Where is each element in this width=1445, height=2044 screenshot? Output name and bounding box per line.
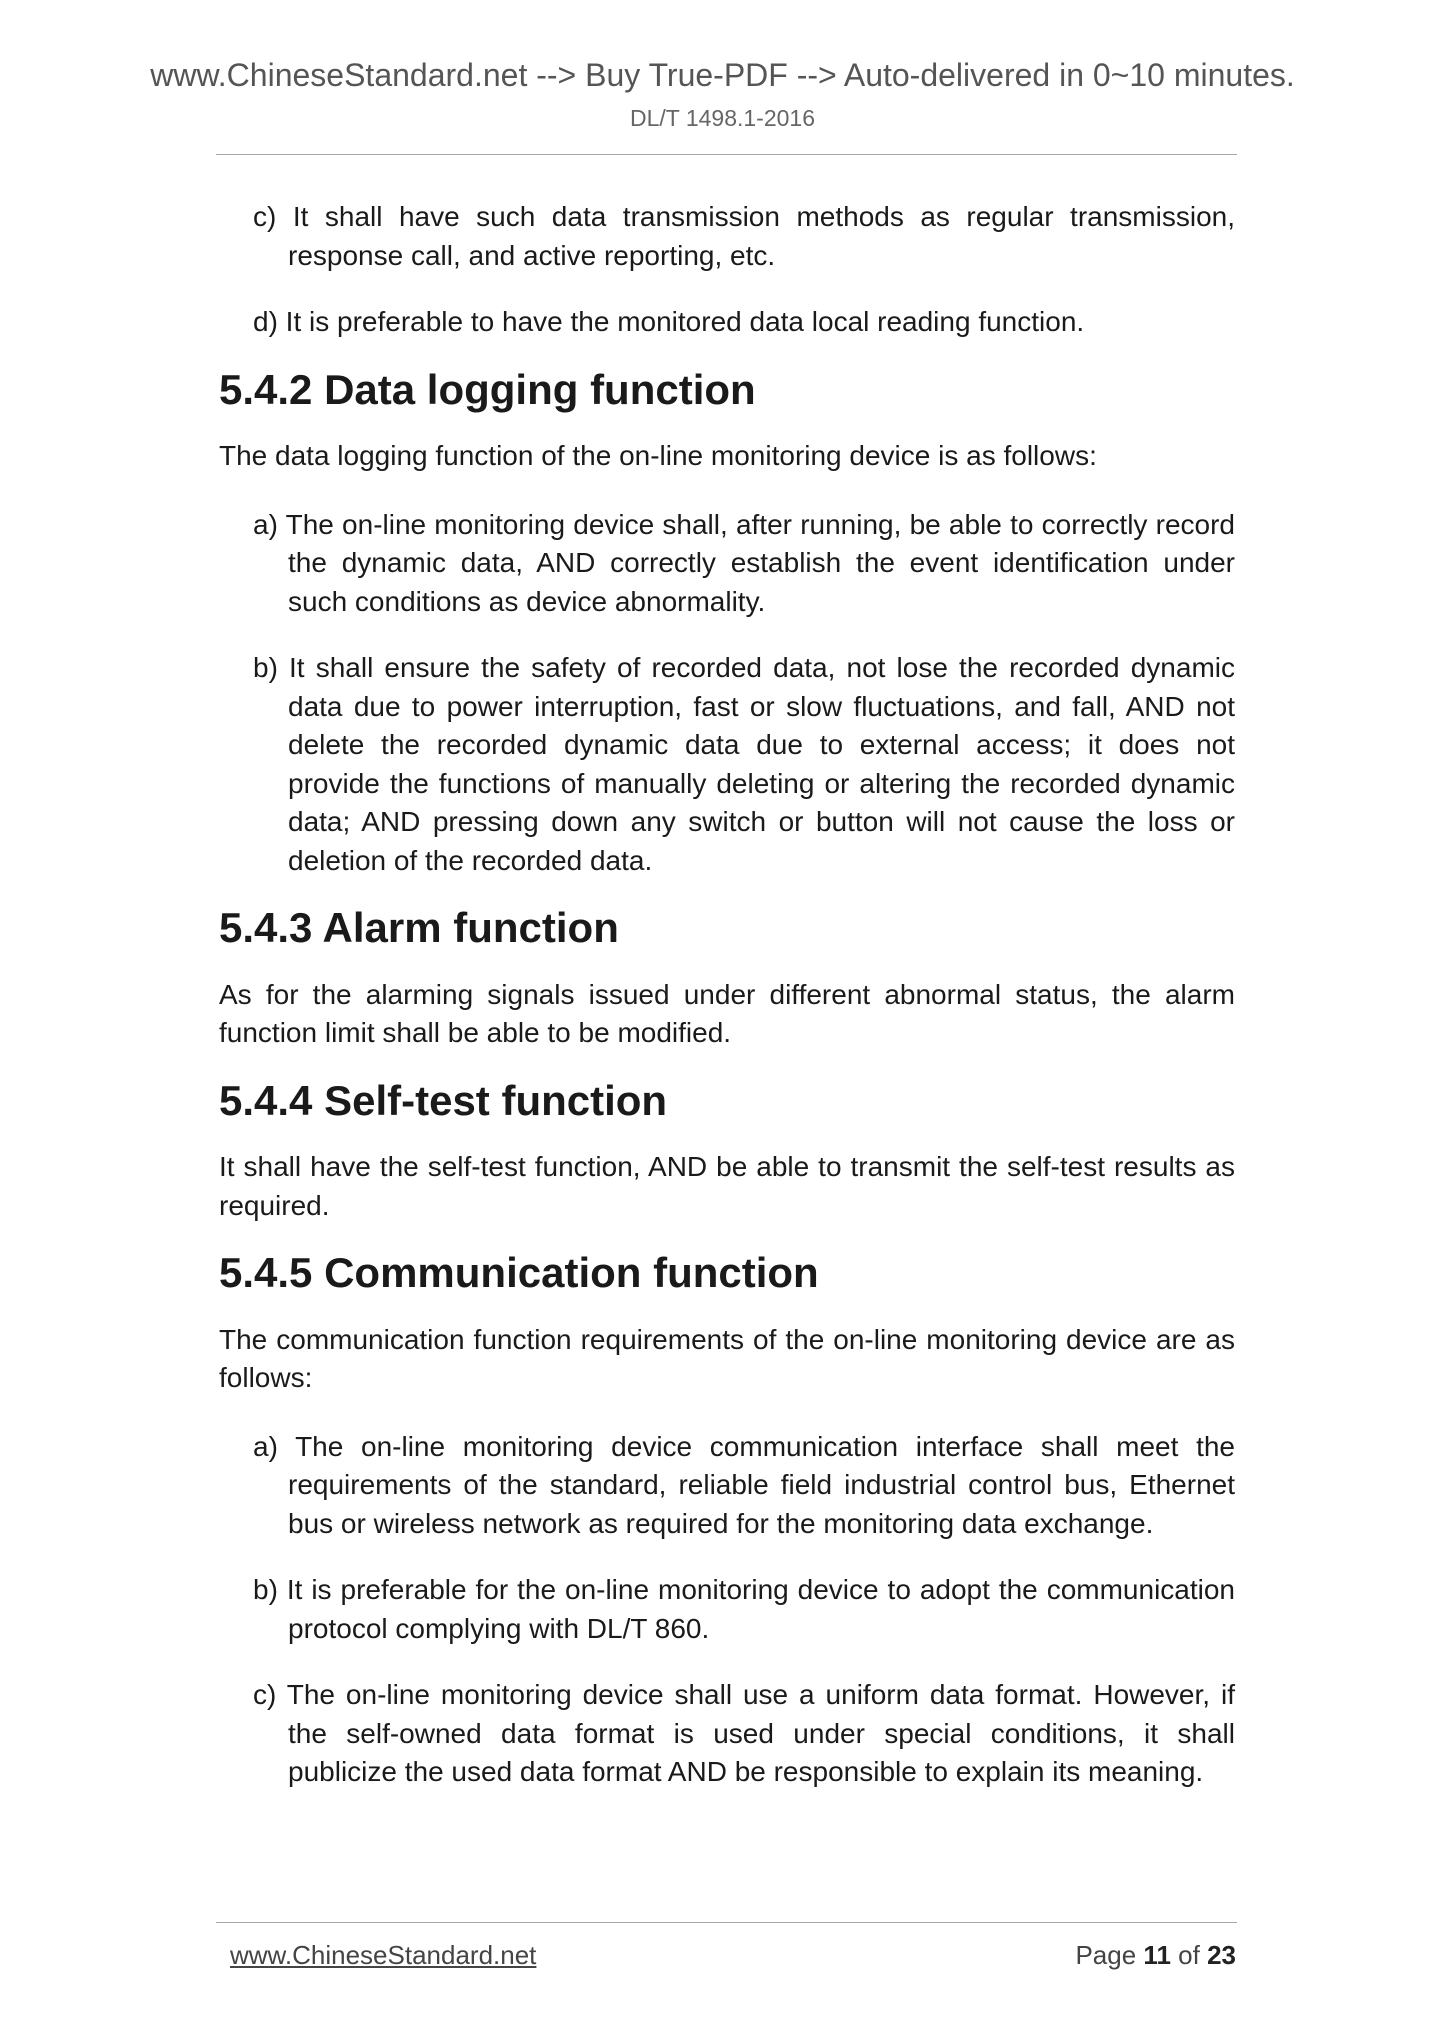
header-divider xyxy=(216,154,1237,155)
list-item: b) It is preferable for the on-line monitoring device to adopt the communication protocol complying with DL/T 860. xyxy=(253,1574,1235,1644)
header-banner: www.ChineseStandard.net --> Buy True-PDF --> Auto-delivered in 0~10 minutes. xyxy=(150,57,1295,93)
footer-divider xyxy=(216,1922,1237,1923)
page-total: 23 xyxy=(1207,1940,1236,1970)
list-item: b) It shall ensure the safety of recorded data, not lose the recorded dynamic data due to power interruption, fast or slow fluctuations, and fall, AND not delete the recorded dynamic data due to external access; it does not provide the functions of manually deleting or altering the recorded dynamic data; AND pressing down any switch or button will not cause the loss or deletion of the recorded data. xyxy=(253,652,1235,876)
section-intro: The data logging function of the on-line monitoring device is as follows: xyxy=(219,440,1097,471)
section-intro: The communication function requirements of the on-line monitoring device are as follows: xyxy=(219,1323,1235,1393)
communication-list xyxy=(219,1428,1235,1792)
section-heading-5-4-5: 5.4.5 Communication function xyxy=(219,1249,819,1296)
section-text: It shall have the self-test function, AND be able to transmit the self-test results as required. xyxy=(219,1151,1235,1221)
page-of-label: of xyxy=(1178,1940,1200,1970)
page-indicator xyxy=(1075,1939,1236,1971)
list-item: d) It is preferable to have the monitored data local reading function. xyxy=(253,306,1085,337)
section-heading-5-4-4: 5.4.4 Self-test function xyxy=(219,1076,668,1124)
page-current: 11 xyxy=(1143,1940,1171,1970)
list-item: a) The on-line monitoring device shall, after running, be able to correctly record the dynamic data, AND correctly establish the event identification under such conditions as device abnormality. xyxy=(253,508,1235,617)
data-logging-list xyxy=(219,506,1235,881)
document-id: DL/T 1498.1-2016 xyxy=(630,105,815,131)
list-item: c) It shall have such data transmission methods as regular transmission, response call, and active reporting, etc. xyxy=(253,201,1235,271)
continued-list xyxy=(219,198,1235,342)
footer-site-link[interactable]: www.ChineseStandard.net xyxy=(230,1940,537,1970)
section-text: As for the alarming signals issued under different abnormal status, the alarm function limit shall be able to be modified. xyxy=(219,978,1235,1048)
list-item: a) The on-line monitoring device communication interface shall meet the requirements of the standard, reliable field industrial control bus, Ethernet bus or wireless network as required for the monitoring data exchange. xyxy=(253,1430,1235,1539)
list-item: c) The on-line monitoring device shall use a uniform data format. However, if the self-owned data format is used under special conditions, it shall publicize the used data format AND be responsible to explain its meaning. xyxy=(253,1679,1235,1787)
section-heading-5-4-3: 5.4.3 Alarm function xyxy=(219,904,619,951)
section-heading-5-4-2: 5.4.2 Data logging function xyxy=(219,365,756,413)
page-content xyxy=(219,198,1235,1792)
page-label: Page xyxy=(1075,1940,1137,1970)
